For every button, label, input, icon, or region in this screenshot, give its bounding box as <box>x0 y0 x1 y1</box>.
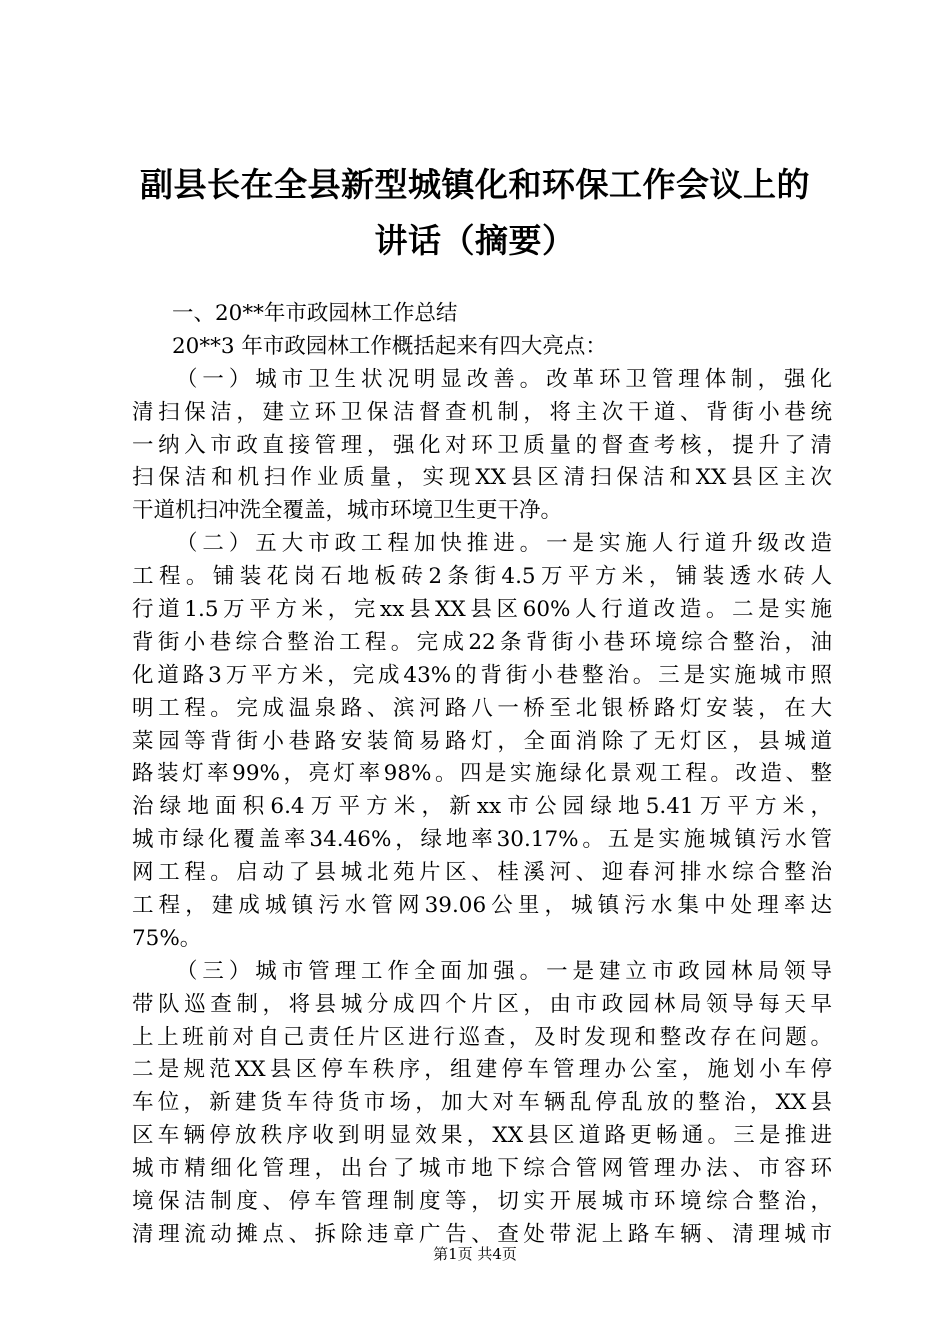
paragraph-line: 治绿地面积6.4万平方米，新xx市公园绿地5.41万平方米， <box>132 794 832 820</box>
paragraph-line: 城市精细化管理，出台了城市地下综合管网管理办法、市容环 <box>132 1156 832 1182</box>
paragraph-line: 车位，新建货车待货市场，加大对车辆乱停乱放的整治，XX县 <box>132 1090 832 1116</box>
paragraph-line: 二是规范XX县区停车秩序，组建停车管理办公室，施划小车停 <box>132 1057 832 1083</box>
paragraph-line: 工程。铺装花岗石地板砖2条街4.5万平方米，铺装透水砖人 <box>132 564 832 590</box>
paragraph-line: 境保洁制度、停车管理制度等，切实开展城市环境综合整治， <box>132 1189 832 1215</box>
paragraph-line: 菜园等背街小巷路安装简易路灯，全面消除了无灯区，县城道 <box>132 728 832 754</box>
paragraph-line: （一）城市卫生状况明显改善。改革环卫管理体制，强化 <box>176 366 832 392</box>
document-body <box>132 298 832 1252</box>
paragraph-line: 背街小巷综合整治工程。完成22条背街小巷环境综合整治，油 <box>132 629 832 655</box>
paragraph-intro: 20**3 年市政园林工作概括起来有四大亮点： <box>172 333 607 359</box>
document-title-line-2: 讲话（摘要） <box>374 221 576 260</box>
page-footer: 第1页 共4页 <box>433 1245 517 1263</box>
paragraph-line: 一纳入市政直接管理，强化对环卫质量的督查考核，提升了清 <box>132 432 832 458</box>
paragraph-line: 区车辆停放秩序收到明显效果，XX县区道路更畅通。三是推进 <box>132 1123 832 1149</box>
paragraph-line: 干道机扫冲洗全覆盖，城市环境卫生更干净。 <box>132 498 563 524</box>
paragraph-line: 扫保洁和机扫作业质量，实现XX县区清扫保洁和XX县区主次 <box>132 465 832 491</box>
document-title-line-1: 副县长在全县新型城镇化和环保工作会议上的 <box>140 165 810 204</box>
paragraph-line: 行道1.5万平方米，完xx县XX县区60%人行道改造。二是实施 <box>132 597 832 623</box>
paragraph-line: （二）五大市政工程加快推进。一是实施人行道升级改造 <box>176 531 832 557</box>
paragraph-line: 带队巡查制，将县城分成四个片区，由市政园林局领导每天早 <box>132 991 832 1017</box>
paragraph-line: 工程，建成城镇污水管网39.06公里，城镇污水集中处理率达 <box>132 893 832 919</box>
paragraph-line: 化道路3万平方米，完成43%的背街小巷整治。三是实施城市照 <box>132 662 832 688</box>
paragraph-line: 上上班前对自己责任片区进行巡查，及时发现和整改存在问题。 <box>132 1024 832 1050</box>
paragraph-line: 清理流动摊点、拆除违章广告、查处带泥上路车辆、清理城市 <box>132 1221 832 1247</box>
paragraph-line: 清扫保洁，建立环卫保洁督查机制，将主次干道、背街小巷统 <box>132 399 832 425</box>
paragraph-line: （三）城市管理工作全面加强。一是建立市政园林局领导 <box>176 958 832 984</box>
paragraph-line: 75%。 <box>132 925 202 951</box>
paragraph-line: 路装灯率99%，亮灯率98%。四是实施绿化景观工程。改造、整 <box>132 761 832 787</box>
paragraph-line: 城市绿化覆盖率34.46%，绿地率30.17%。五是实施城镇污水管 <box>132 827 832 853</box>
paragraph-line: 明工程。完成温泉路、滨河路八一桥至北银桥路灯安装，在大 <box>132 695 832 721</box>
section-heading: 一、20**年市政园林工作总结 <box>172 301 458 326</box>
paragraph-line: 网工程。启动了县城北苑片区、桂溪河、迎春河排水综合整治 <box>132 860 832 886</box>
